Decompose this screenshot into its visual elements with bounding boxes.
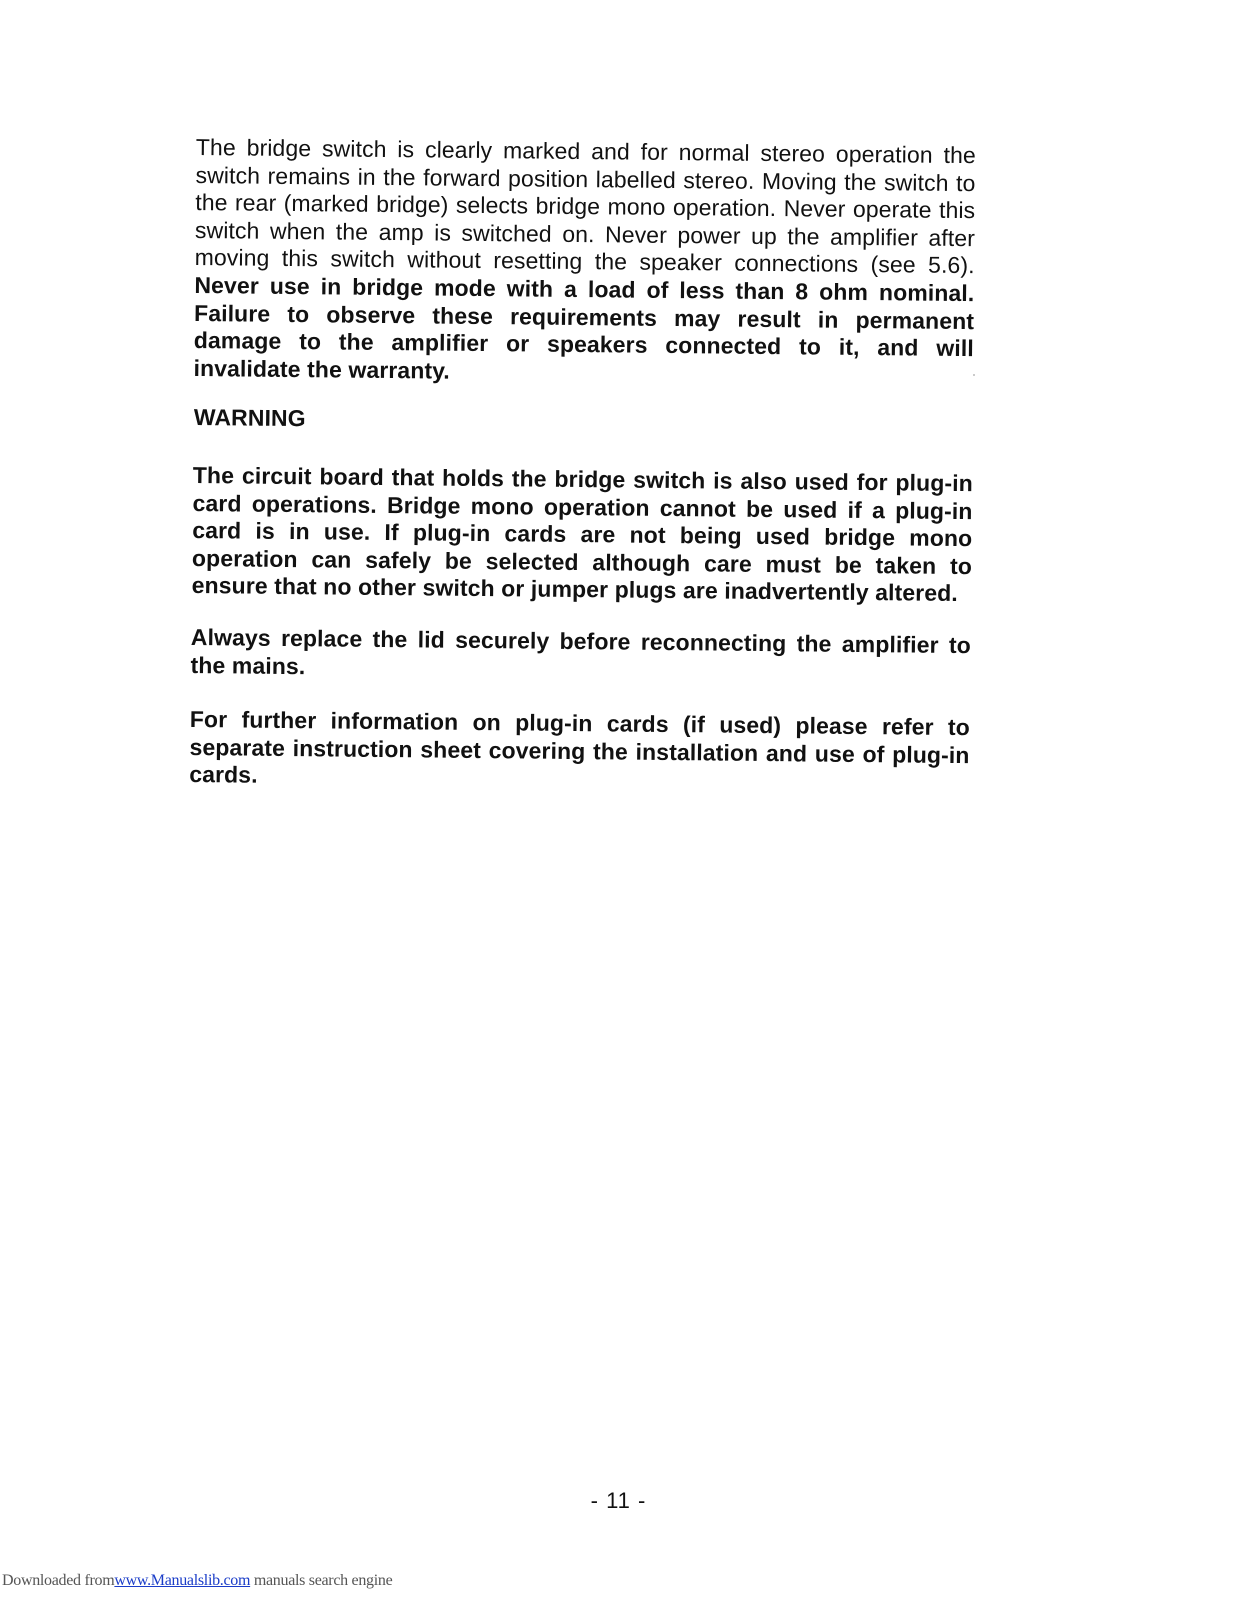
bridge-switch-warning: Never use in bridge mode with a load of less than 8 ohm nominal. Failure to observe these requirements may result in permanent damage to the amplifier or speakers connected to it, and will invalidate the warranty. bbox=[193, 271, 975, 384]
bridge-switch-instructions: The bridge switch is clearly marked and for normal stereo operation the switch remains in the forward position labelled stereo. Moving the switch to the rear (marked bridge) selects bridge mono operation. Never operate this switch when the amp is switched on. Never power up the amplifier after moving this switch without resetting the speaker connections (see 5.6). bbox=[194, 134, 976, 279]
footer-prefix: Downloaded from bbox=[2, 1572, 115, 1589]
footer-suffix: manuals search engine bbox=[250, 1572, 393, 1589]
manualslib-link[interactable]: www.Manualslib.com bbox=[114, 1572, 251, 1589]
circuit-board-paragraph: The circuit board that holds the bridge switch is also used for plug-in card operations. Bridge mono operation cannot be used if a plug-in card is in use. If plug-in cards are not being used bridge mono operation can safely be selected although care must be taken to ensure that no other switch or jumper plugs are inadvertently altered. bbox=[191, 462, 973, 607]
warning-heading: WARNING bbox=[193, 404, 306, 432]
download-footer bbox=[2, 1572, 392, 1590]
page-number: - 11 - bbox=[590, 1488, 647, 1513]
plug-in-info-paragraph: For further information on plug-in cards (if used) please refer to separate instruction sheet covering the installation and use of plug-in cards. bbox=[189, 706, 970, 788]
replace-lid-paragraph: Always replace the lid securely before reconnecting the amplifier to the mains. bbox=[190, 624, 971, 679]
bridge-switch-paragraph bbox=[193, 134, 976, 390]
scan-speck bbox=[973, 374, 975, 376]
